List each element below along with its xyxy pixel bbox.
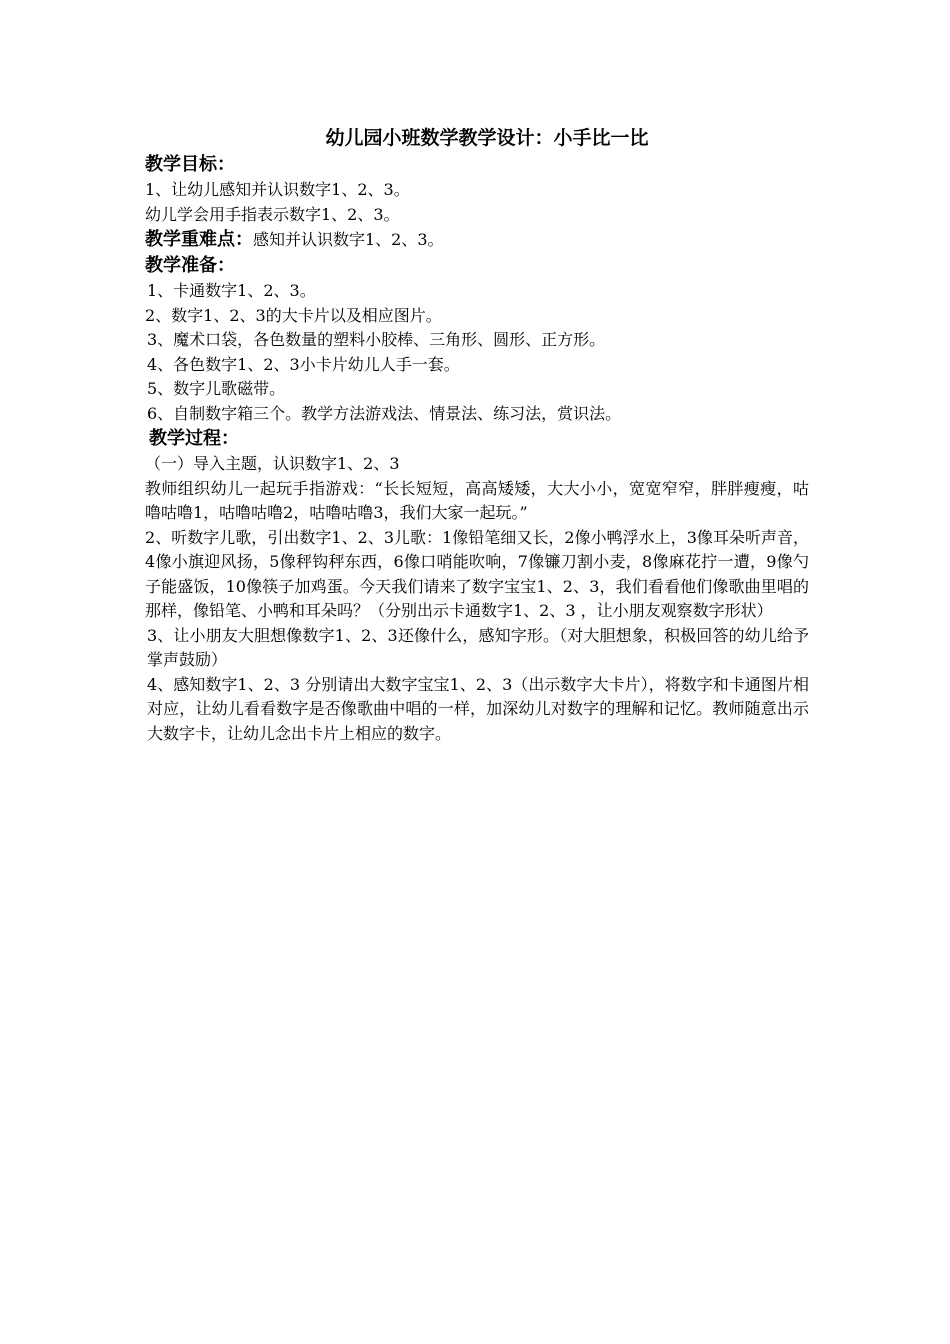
prep-item-6: 6、自制数字箱三个。教学方法游戏法、情景法、练习法，赏识法。 <box>147 403 622 423</box>
prep-item-5: 5、数字儿歌磁带。 <box>147 379 286 398</box>
process-paragraph-2: 2、听数字儿歌，引出数字1、2、3儿歌：1像铅笔细又长，2像小鸭浮水上，3像耳朵听声音，4像小旗迎风扬，5像秤钩秤东西，6像口哨能吹响，7像镰刀割小麦，8像麻花拧一遭，9像勺子能盛饭，10像筷子加鸡蛋。今天我们请来了数字宝宝1、2、3，我们看看他们像歌曲里唱的那样，像铅笔、小鸭和耳朵吗？（分别出示卡通数字1、2、3 ，让小朋友观察数字形状） <box>145 527 809 620</box>
process-paragraph-4: 4、感知数字1、2、3 分别请出大数字宝宝1、2、3（出示数字大卡片），将数字和卡通图片相对应，让幼儿看看数字是否像歌曲中唱的一样，加深幼儿对数字的理解和记忆。教师随意出示大数字卡，让幼儿念出卡片上相应的数字。 <box>147 674 809 743</box>
key-points-text: 感知并认识数字1、2、3。 <box>253 230 444 249</box>
prep-item-3: 3、魔术口袋，各色数量的塑料小胶棒、三角形、圆形、正方形。 <box>147 330 606 349</box>
goals-heading: 教学目标： <box>145 154 235 175</box>
document-body <box>145 124 809 746</box>
prep-item-1: 1、卡通数字1、2、3。 <box>147 281 316 300</box>
process-step-intro: （一）导入主题，认识数字1、2、3 <box>145 454 400 473</box>
prep-item-2: 2、数字1、2、3的大卡片以及相应图片。 <box>145 305 442 325</box>
prep-item-4: 4、各色数字1、2、3小卡片幼儿人手一套。 <box>147 354 460 374</box>
preparation-heading: 教学准备： <box>145 255 235 276</box>
process-heading: 教学过程： <box>149 428 239 449</box>
key-points-row <box>145 227 809 253</box>
goal-1: 1、让幼儿感知并认识数字1、2、3。 <box>145 180 410 199</box>
goal-2: 幼儿学会用手指表示数字1、2、3。 <box>145 204 400 224</box>
key-points-heading: 教学重难点： <box>145 229 253 250</box>
process-paragraph-3: 3、让小朋友大胆想像数字1、2、3还像什么，感知字形。（对大胆想象，积极回答的幼儿给予掌声鼓励） <box>147 625 809 669</box>
document-title: 幼儿园小班数学教学设计：小手比一比 <box>325 127 649 149</box>
process-paragraph-1: 教师组织幼儿一起玩手指游戏：“长长短短，高高矮矮，大大小小，宽宽窄窄，胖胖瘦瘦，咕噜咕噜1，咕噜咕噜2，咕噜咕噜3，我们大家一起玩。” <box>145 478 809 522</box>
